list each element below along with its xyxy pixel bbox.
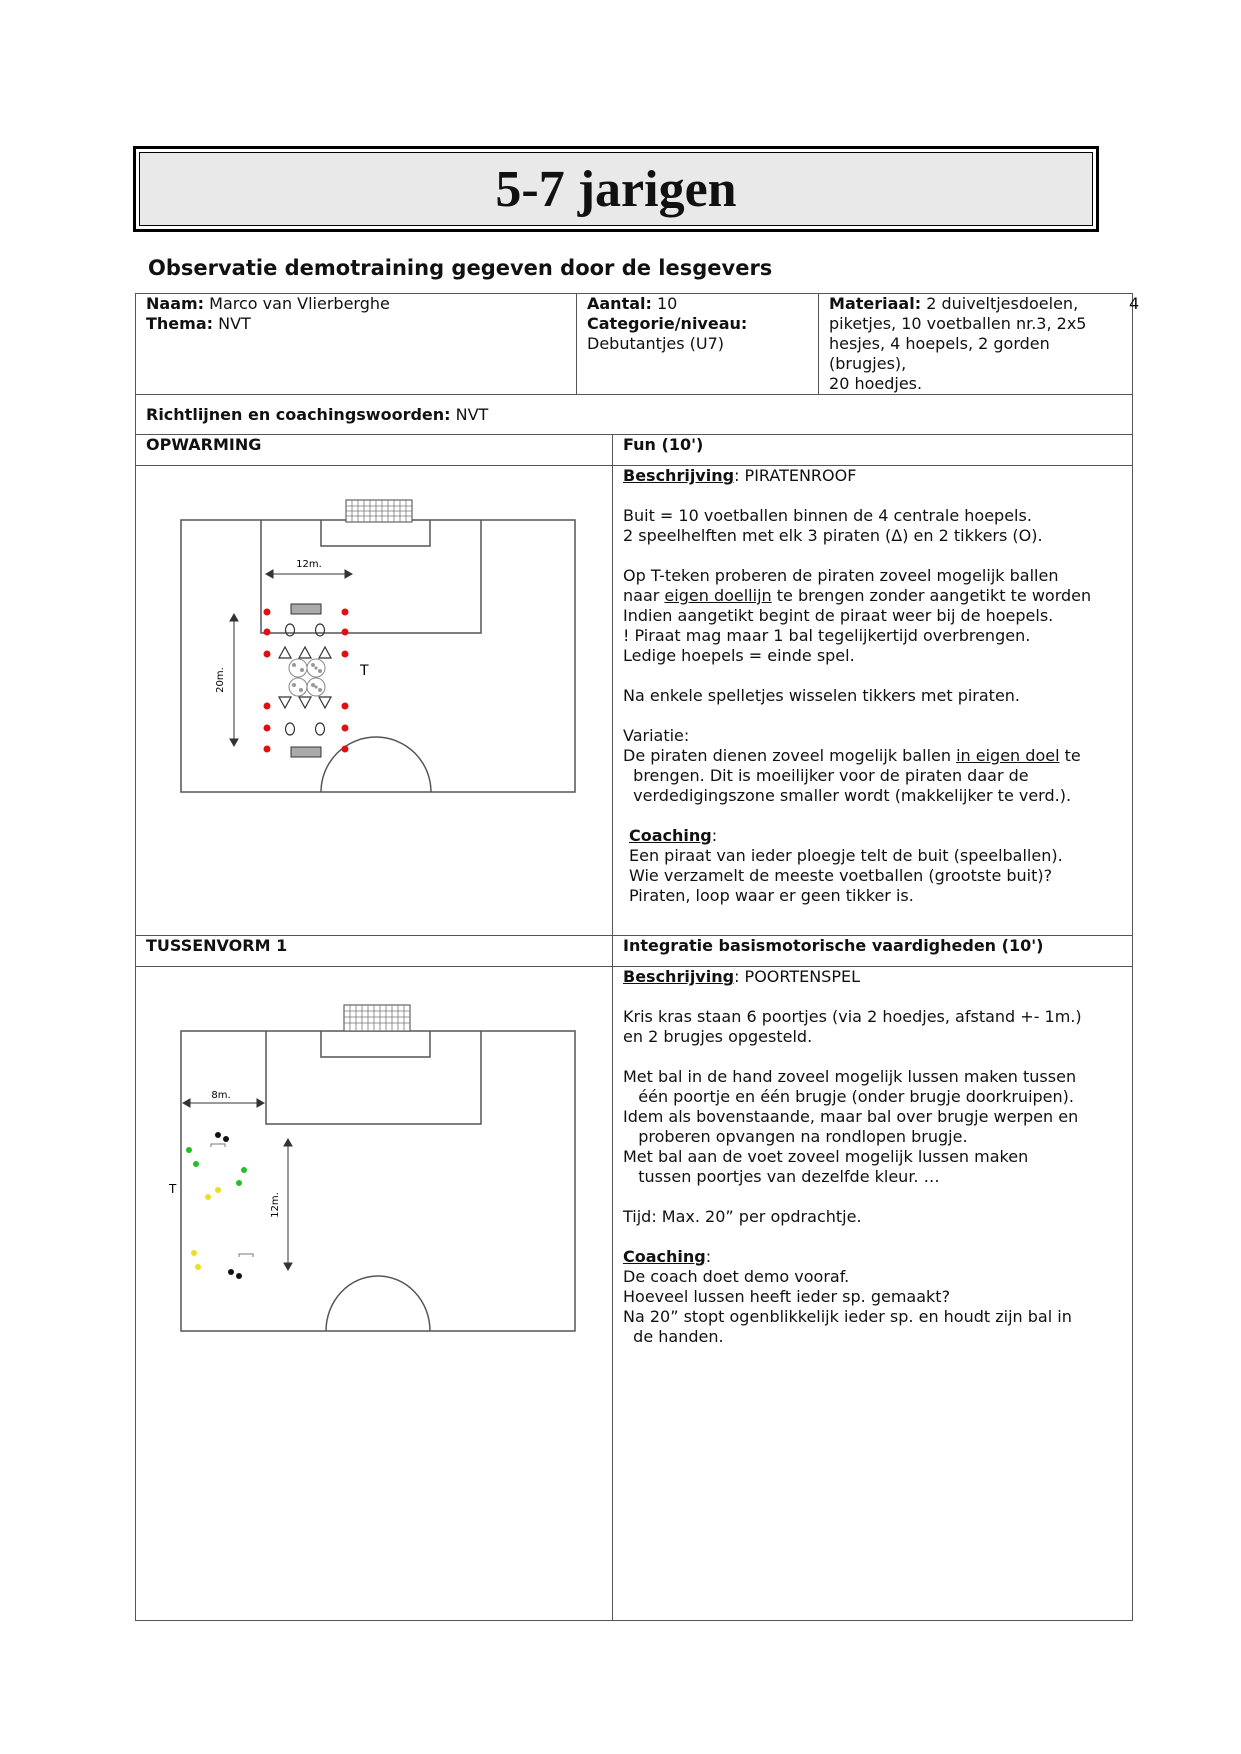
section-1-text [623,967,1122,1347]
coaching-heading: Coaching: [629,826,718,845]
width-label: 8m. [211,1090,231,1101]
section-type: Integratie basismotorische vaardigheden (10') [613,936,1133,967]
goal-net [344,1005,410,1031]
training-table [135,293,1140,1621]
description-line: de handen. [623,1327,724,1346]
description-line: Een piraat van ieder ploegje telt de buit (speelballen). [629,846,1063,865]
section-0-text [623,466,1122,906]
categorie-value: Debutantjes (U7) [587,334,725,353]
description-cell [613,967,1133,1621]
description-line: Kris kras staan 6 poortjes (via 2 hoedjes, afstand +- 1m.) [623,1007,1082,1026]
goal-net [346,500,412,522]
description-line: Buit = 10 voetballen binnen de 4 centrale hoepels. [623,506,1032,525]
description-line: naar eigen doellijn te brengen zonder aangetikt te worden [623,586,1092,605]
info-aantal-cell: Aantal: 10 Categorie/niveau: Debutantjes (U7) [577,294,819,395]
bridges [211,1144,253,1257]
length-label: 20m. [215,667,226,693]
description-line: Na enkele spelletjes wisselen tikkers met piraten. [623,686,1021,705]
cones [264,609,349,753]
black-players [215,1132,242,1279]
description-line: Hoeveel lussen heeft ieder sp. gemaakt? [623,1287,951,1306]
info-naam-cell: Naam: Marco van Vlierberghe Thema: NVT [136,294,577,395]
description-line: Met bal in de hand zoveel mogelijk lussen maken tussen [623,1067,1077,1086]
beschrijving-line: Beschrijving: POORTENSPEL [623,967,861,986]
taggers [286,624,325,735]
section-heading: OPWARMING [136,435,613,466]
description-line: De piraten dienen zoveel mogelijk ballen in eigen doel te [623,746,1081,765]
richtlijnen-value: NVT [455,404,489,424]
description-line: Na 20” stopt ogenblikkelijk ieder sp. en houdt zijn bal in [623,1307,1072,1326]
description-line: Op T-teken proberen de piraten zoveel mogelijk ballen [623,566,1059,585]
description-line: 2 speelhelften met elk 3 piraten (Δ) en 2 tikkers (O). [623,526,1043,545]
naam-value: Marco van Vlierberghe [209,294,390,313]
description-line: verdedigingszone smaller wordt (makkelijker te verd.). [623,786,1072,805]
page-title: 5-7 jarigen [495,160,737,218]
t-label: T [360,663,369,679]
description-line: Variatie: [623,726,690,745]
small-goal [291,604,321,614]
description-line: één poortje en één brugje (onder brugje doorkruipen). [623,1087,1074,1106]
description-line: ! Piraat mag maar 1 bal tegelijkertijd overbrengen. [623,626,1031,645]
t-label: T [169,1182,177,1196]
title-box [133,146,1099,232]
aantal-value: 10 [657,294,678,313]
description-line: Idem als bovenstaande, maar bal over brugje werpen en [623,1107,1079,1126]
description-line: Ledige hoepels = einde spel. [623,646,855,665]
description-line: Tijd: Max. 20” per opdrachtje. [623,1207,862,1226]
description-line: en 2 brugjes opgesteld. [623,1027,813,1046]
small-goal [291,747,321,757]
info-materiaal-cell: Materiaal: 2 duiveltjesdoelen, 4 piketjes, 10 voetballen nr.3, 2x5 hesjes, 4 hoepels, 2 gorden (brugjes), 20 hoedjes. [819,294,1133,395]
description-line: proberen opvangen na rondlopen brugje. [623,1127,968,1146]
richtlijnen-cell: Richtlijnen en coachingswoorden: NVT [136,395,1133,435]
section-type: Fun (10') [613,435,1133,466]
hoops-with-balls [289,659,325,696]
width-label: 12m. [296,559,322,570]
subtitle: Observatie demotraining gegeven door de lesgevers [148,256,773,280]
description-line: De coach doet demo vooraf. [623,1267,850,1286]
description-line: tussen poortjes van dezelfde kleur. … [623,1167,940,1186]
thema-value: NVT [218,314,251,333]
green-players [186,1147,247,1186]
description-line: brengen. Dit is moeilijker voor de piraten daar de [623,766,1029,785]
description-line: Indien aangetikt begint de piraat weer bij de hoepels. [623,606,1054,625]
description-line: Piraten, loop waar er geen tikker is. [629,886,914,905]
length-label: 12m. [270,1192,281,1218]
description-line: Wie verzamelt de meeste voetballen (grootste buit)? [629,866,1053,885]
coaching-heading: Coaching: [623,1247,712,1266]
pitch-diagram-poortenspel [136,967,613,1615]
section-heading: TUSSENVORM 1 [136,936,613,967]
diagram-cell [136,967,613,1621]
pirates [279,647,331,708]
description-cell [613,466,1133,936]
beschrijving-line: Beschrijving: PIRATENROOF [623,466,857,485]
yellow-players [191,1187,221,1270]
pitch-diagram-piratenroof [136,466,613,930]
description-line: Met bal aan de voet zoveel mogelijk lussen maken [623,1147,1029,1166]
diagram-cell [136,466,613,936]
